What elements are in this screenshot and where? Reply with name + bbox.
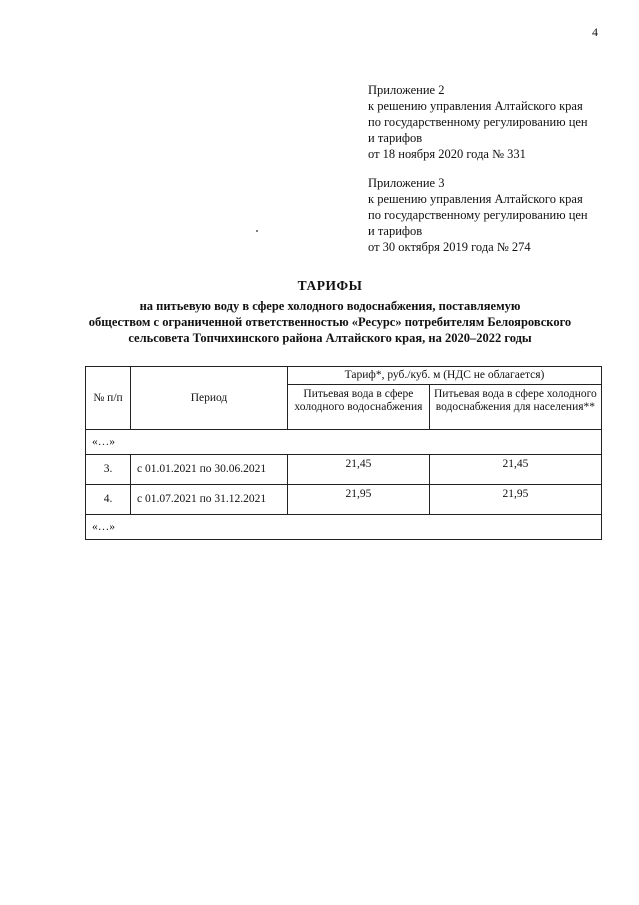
- appendix-2-line: Приложение 2: [368, 83, 445, 97]
- appendix-2-line: к решению управления Алтайского края: [368, 99, 583, 113]
- appendix-2-line: от 18 ноября 2020 года № 331: [368, 147, 526, 161]
- table-row: [86, 455, 602, 485]
- scan-speck: [256, 230, 258, 232]
- document-subtitle: [60, 298, 600, 346]
- row-value-general: 21,45: [288, 455, 430, 485]
- page-number: 4: [592, 25, 598, 39]
- header-num: № п/п: [86, 367, 131, 430]
- header-sub-population: Питьевая вода в сфере холодного водоснабжения для населения**: [429, 385, 601, 430]
- appendix-3-line: и тарифов: [368, 224, 423, 238]
- row-value-general: 21,95: [288, 485, 430, 515]
- appendix-2-line: по государственному регулированию цен: [368, 115, 588, 129]
- appendix-3-line: от 30 октября 2019 года № 274: [368, 240, 531, 254]
- table-header-row: [86, 367, 602, 385]
- appendix-3-line: к решению управления Алтайского края: [368, 192, 583, 206]
- subtitle-line: сельсовета Топчихинского района Алтайского края, на 2020–2022 годы: [128, 331, 532, 345]
- appendix-3-block: [368, 175, 588, 255]
- appendix-3-line: по государственному регулированию цен: [368, 208, 588, 222]
- header-period: Период: [131, 367, 288, 430]
- subtitle-line: на питьевую воду в сфере холодного водоснабжения, поставляемую: [139, 299, 521, 313]
- ellipsis-bottom: «…»: [86, 515, 602, 540]
- appendix-2-block: [368, 82, 588, 162]
- row-value-population: 21,95: [429, 485, 601, 515]
- subtitle-line: обществом с ограниченной ответственностью «Ресурс» потребителям Белояровского: [88, 315, 572, 329]
- header-tariff: Тариф*, руб./куб. м (НДС не облагается): [288, 367, 602, 385]
- document-title: ТАРИФЫ: [297, 278, 363, 293]
- row-num: 3.: [86, 455, 131, 485]
- appendix-2-line: и тарифов: [368, 131, 423, 145]
- table-ellipsis-row: [86, 515, 602, 540]
- row-value-population: 21,45: [429, 455, 601, 485]
- tariff-table: [85, 366, 602, 540]
- ellipsis-top: «…»: [86, 430, 602, 455]
- appendix-3-line: Приложение 3: [368, 176, 445, 190]
- header-sub-general: Питьевая вода в сфере холодного водоснабжения: [288, 385, 430, 430]
- row-period: с 01.01.2021 по 30.06.2021: [131, 455, 288, 485]
- table-ellipsis-row: [86, 430, 602, 455]
- title-block: [60, 277, 600, 346]
- table-row: [86, 485, 602, 515]
- row-num: 4.: [86, 485, 131, 515]
- row-period: с 01.07.2021 по 31.12.2021: [131, 485, 288, 515]
